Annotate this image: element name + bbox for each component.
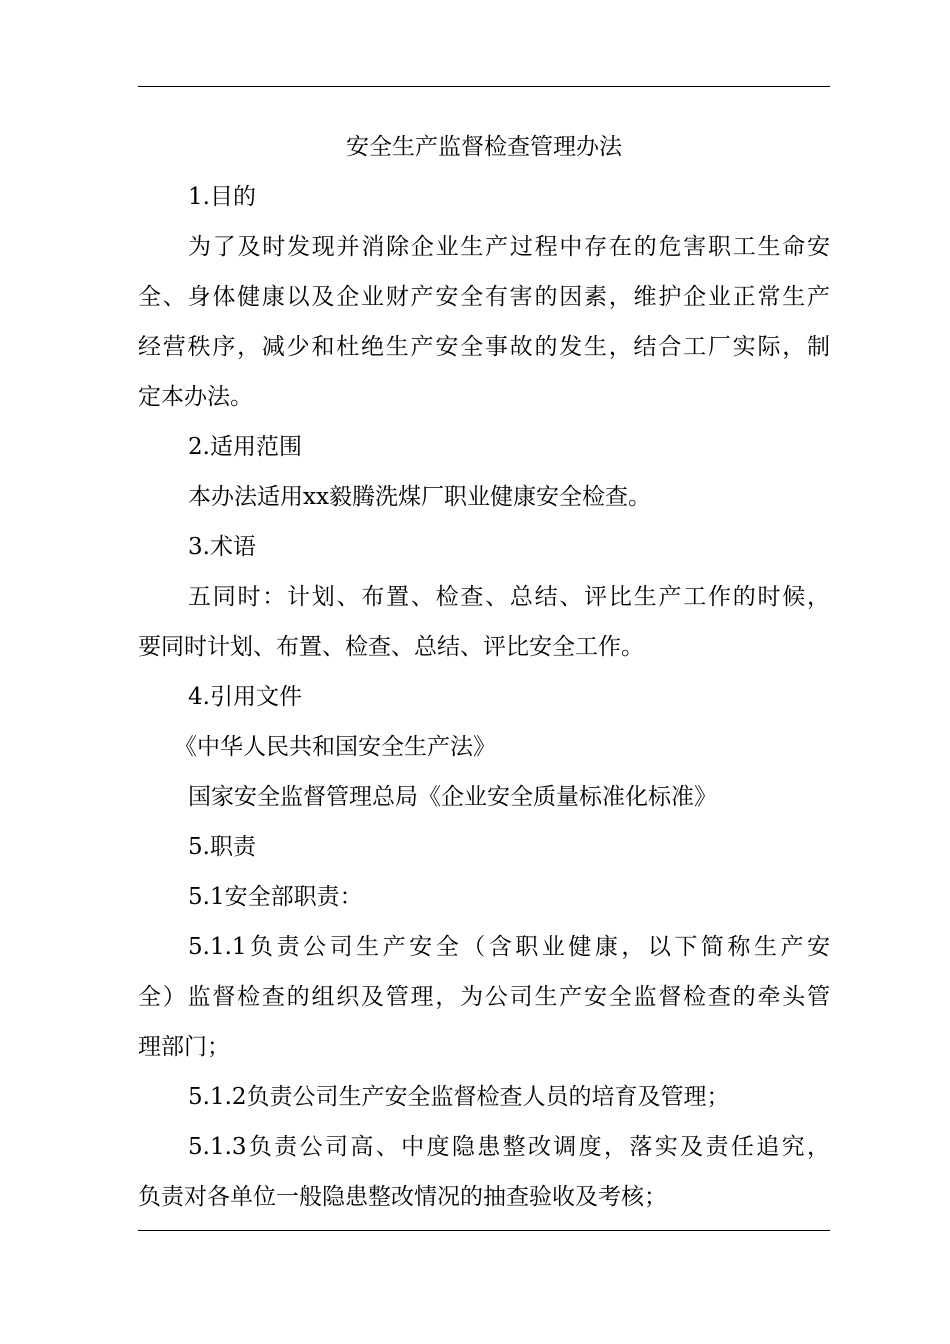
reference-item: 国家安全监督管理总局《企业安全质量标准化标准》 [188,784,717,810]
header-rule [138,86,830,87]
document-body [138,122,830,1222]
subsection-heading: 5.1安全部职责： [188,884,363,910]
section-heading-purpose: 1.目的 [188,184,256,210]
section-heading-responsibilities: 5.职责 [188,834,256,860]
paragraph-line: 为了及时发现并消除企业生产过程中存在的危害职工生命安 [188,234,830,260]
paragraph-line: 5.1.2负责公司生产安全监督检查人员的培育及管理； [188,1084,730,1110]
paragraph-line: 定本办法。 [138,384,253,410]
paragraph-line: 负责对各单位一般隐患整改情况的抽查验收及考核； [138,1184,667,1210]
paragraph-line: 5.1.1负责公司生产安全（含职业健康，以下简称生产安 [188,934,830,960]
paragraph-line: 本办法适用xx毅腾洗煤厂职业健康安全检查。 [188,484,651,510]
paragraph-line: 理部门； [138,1034,230,1060]
paragraph-line: 5.1.3负责公司高、中度隐患整改调度，落实及责任追究， [188,1134,830,1160]
section-heading-terms: 3.术语 [188,534,256,560]
paragraph-line: 全、身体健康以及企业财产安全有害的因素，维护企业正常生产 [138,284,830,310]
section-heading-scope: 2.适用范围 [188,434,302,460]
paragraph-line: 全）监督检查的组织及管理，为公司生产安全监督检查的牵头管 [138,984,830,1010]
paragraph-line: 经营秩序，减少和杜绝生产安全事故的发生，结合工厂实际，制 [138,334,830,360]
document-title: 安全生产监督检查管理办法 [346,134,622,160]
footer-rule [138,1230,830,1231]
section-heading-references: 4.引用文件 [188,684,302,710]
paragraph-line: 五同时：计划、布置、检查、总结、评比生产工作的时候， [188,584,830,610]
reference-item: 《中华人民共和国安全生产法》 [174,734,496,760]
paragraph-line: 要同时计划、布置、检查、总结、评比安全工作。 [138,634,644,660]
